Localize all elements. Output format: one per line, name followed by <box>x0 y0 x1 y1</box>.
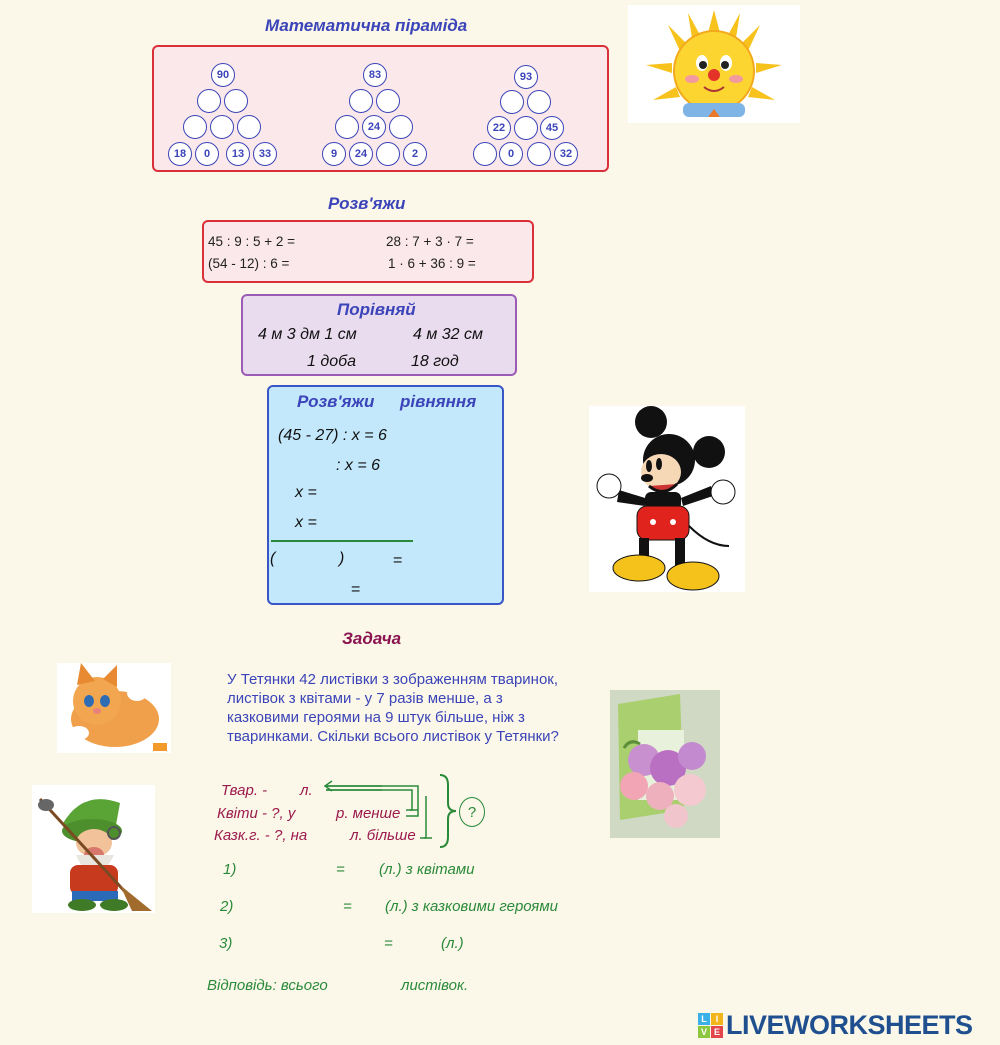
equation-title-a: Розв'яжи <box>297 392 375 411</box>
logo-letter: L <box>698 1013 710 1025</box>
step3-tail: (л.) <box>441 935 464 952</box>
pyramid3-top: 93 <box>514 65 538 89</box>
pyramid3-bottom: 32 <box>554 142 578 166</box>
equation-input-c[interactable] <box>326 512 416 532</box>
pyramid3-value: 45 <box>540 116 564 140</box>
flower-card-picture <box>610 690 720 838</box>
step3-equals: = <box>384 935 393 952</box>
step1-number: 1) <box>223 861 237 878</box>
check-input-a[interactable] <box>280 548 336 568</box>
expression-3: (54 - 12) : 6 = <box>208 256 290 271</box>
equation-line-3: x = <box>295 484 317 501</box>
compare-left-1: 4 м 3 дм 1 см <box>258 326 357 343</box>
answer-input[interactable] <box>362 975 398 995</box>
step2-result[interactable] <box>358 896 382 916</box>
pyramid2-cell[interactable] <box>376 89 400 113</box>
expression-2: 28 : 7 + 3 · 7 = <box>386 234 474 249</box>
answer-label: Відповідь: всього <box>207 977 328 994</box>
step1-equals: = <box>336 861 345 878</box>
compare-left-2: 1 доба <box>307 353 356 370</box>
pyramid2-value: 24 <box>362 115 386 139</box>
step1-tail: (л.) з квітами <box>379 861 475 878</box>
liveworksheets-logo <box>698 1010 973 1041</box>
compare-sign-1[interactable] <box>376 324 408 344</box>
pyramid1-bottom: 13 <box>226 142 250 166</box>
short-line-2a: Квіти - ?, у <box>217 805 296 822</box>
step2-number: 2) <box>220 898 234 915</box>
pyramid1-bottom: 33 <box>253 142 277 166</box>
step1-result[interactable] <box>350 859 376 879</box>
pyramid1-cell[interactable] <box>197 89 221 113</box>
answer-tail: листівок. <box>401 977 469 994</box>
compare-title: Порівняй <box>337 300 416 319</box>
pyramid2-bottom: 9 <box>322 142 346 166</box>
expression-1: 45 : 9 : 5 + 2 = <box>208 234 296 249</box>
step3-result[interactable] <box>400 933 438 953</box>
sun-picture <box>628 5 800 123</box>
compare-right-1: 4 м 32 см <box>413 326 483 343</box>
pyramid2-cell[interactable] <box>376 142 400 166</box>
solve-title: Розв'яжи <box>328 194 406 213</box>
step3-input[interactable] <box>240 933 378 953</box>
pyramid-title: Математична піраміда <box>265 16 468 35</box>
solve-box <box>202 220 534 283</box>
equation-line-4: x = <box>295 514 317 531</box>
pyramid3-cell[interactable] <box>527 142 551 166</box>
question-mark: ? <box>467 803 477 821</box>
logo-letter: V <box>698 1026 710 1038</box>
pyramid3-cell[interactable] <box>527 90 551 114</box>
task-title: Задача <box>342 629 402 648</box>
short-line-3b: л. більше <box>350 827 416 844</box>
expression-4: 1 · 6 + 36 : 9 = <box>388 256 476 271</box>
short-line-1a: Твар. - <box>221 782 268 799</box>
pyramid3-value: 22 <box>487 116 511 140</box>
logo-icon <box>698 1013 723 1038</box>
question-circle <box>459 797 485 827</box>
pyramid2-cell[interactable] <box>335 115 359 139</box>
check-equals-2: = <box>351 581 361 598</box>
pyramid2-bottom: 24 <box>349 142 373 166</box>
brace <box>438 773 458 849</box>
pyramid1-cell[interactable] <box>224 89 248 113</box>
logo-letter: I <box>711 1013 723 1025</box>
short-line-2b: р. менше <box>336 805 401 822</box>
answer-input-2[interactable] <box>488 232 528 250</box>
short-line-3a: Казк.г. - ?, на <box>214 827 308 844</box>
check-close-paren: ) <box>339 550 345 567</box>
step1-input[interactable] <box>244 859 332 879</box>
short-line-1b: л. <box>300 782 313 799</box>
pyramid3-cell[interactable] <box>473 142 497 166</box>
compare-right-2: 18 год <box>411 353 459 370</box>
check-open-paren: ( <box>270 550 276 567</box>
pyramid1-cell[interactable] <box>237 115 261 139</box>
equation-line-2: : x = 6 <box>336 457 381 474</box>
check-input-b[interactable] <box>348 548 388 568</box>
answer-input-1[interactable] <box>308 232 358 250</box>
pyramid2-bottom: 2 <box>403 142 427 166</box>
gnome-picture <box>32 785 155 913</box>
equation-input-a[interactable] <box>282 455 332 475</box>
compare-sign-2[interactable] <box>368 351 404 371</box>
check-divider <box>271 540 413 542</box>
equation-input-b[interactable] <box>326 482 416 502</box>
mickey-picture <box>589 406 745 592</box>
task-text: У Тетянки 42 листівки з зображенням тваринок, листівок з квітами - у 7 разів менше, а з казковими героями на 9 штук більше, ніж з тваринками. Скільки всього листівок у Тетянки? <box>227 671 559 745</box>
pyramid2-top: 83 <box>363 63 387 87</box>
pyramid2-cell[interactable] <box>389 115 413 139</box>
answer-input-4[interactable] <box>488 254 528 272</box>
step2-tail: (л.) з казковими героями <box>385 898 558 915</box>
pyramid1-bottom: 0 <box>195 142 219 166</box>
short-input-1[interactable] <box>266 780 296 798</box>
pyramid1-top: 90 <box>211 63 235 87</box>
pyramid3-cell[interactable] <box>514 116 538 140</box>
check-equals-1: = <box>393 552 403 569</box>
pyramid1-cell[interactable] <box>210 115 234 139</box>
brand-text: LIVEWORKSHEETS <box>726 1010 973 1040</box>
logo-letter: E <box>711 1026 723 1038</box>
kitten-picture <box>57 663 171 753</box>
pyramid1-bottom: 18 <box>168 142 192 166</box>
pyramid3-bottom: 0 <box>499 142 523 166</box>
pyramid1-cell[interactable] <box>183 115 207 139</box>
step3-number: 3) <box>219 935 233 952</box>
answer-input-3[interactable] <box>302 254 352 272</box>
step2-equals: = <box>343 898 352 915</box>
short-note-lines <box>322 776 452 846</box>
pyramid3-cell[interactable] <box>500 90 524 114</box>
pyramid2-cell[interactable] <box>349 89 373 113</box>
step2-input[interactable] <box>242 896 338 916</box>
equation-line-1: (45 - 27) : x = 6 <box>278 427 387 444</box>
equation-title-b: рівняння <box>400 392 477 411</box>
